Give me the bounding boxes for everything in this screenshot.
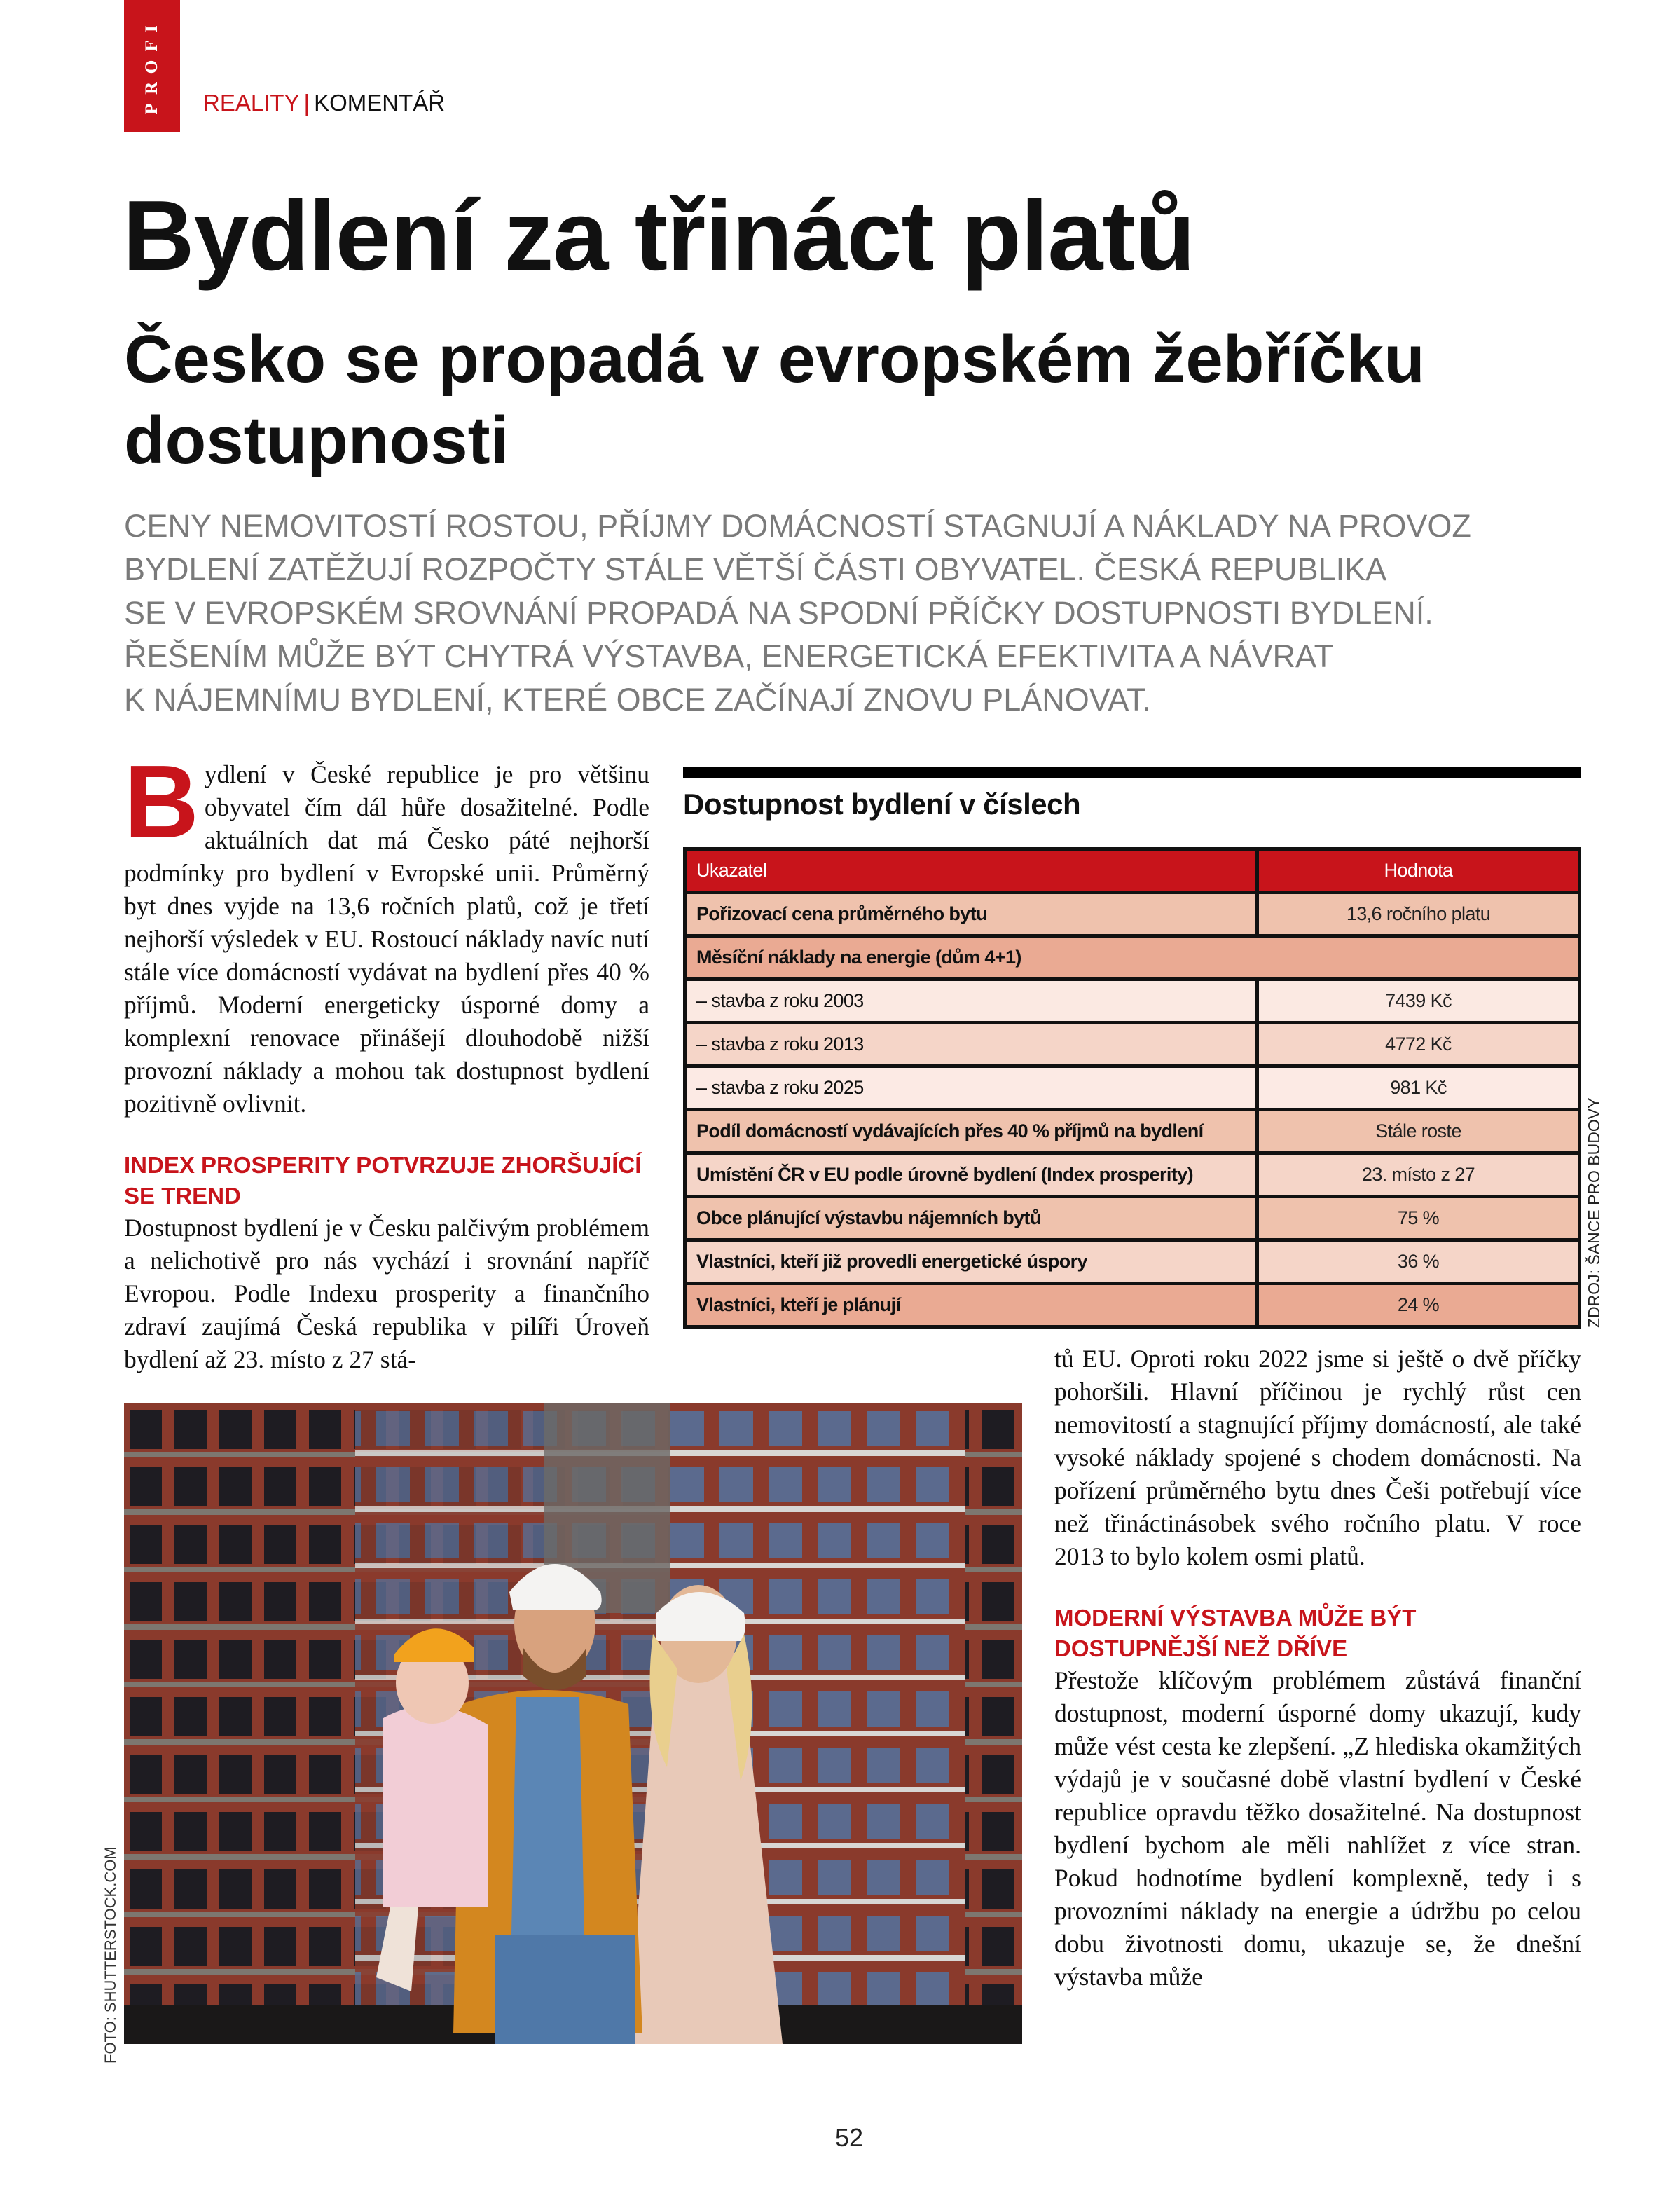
value-cell: 13,6 ročního platu [1258,893,1580,936]
article-photo [124,1403,1022,2044]
page-number: 52 [835,2123,864,2152]
lead-line: BYDLENÍ ZATĚŽUJÍ ROZPOČTY STÁLE VĚTŠÍ ČÁSTI OBYVATEL. ČESKÁ REPUBLIKA [124,551,1387,587]
indicator-cell: – stavba z roku 2013 [685,1023,1258,1066]
article-lead [124,505,1581,722]
table-row [685,1197,1580,1240]
left-column [124,744,649,1376]
infobox-top-rule [683,767,1581,778]
section-heading-modern: MODERNÍ VÝSTAVBA MŮŽE BÝT DOSTUPNĚJŠÍ NEŽ DŘÍVE [1054,1605,1417,1661]
lead-line: SE V EVROPSKÉM SROVNÁNÍ PROPADÁ NA SPODNÍ PŘÍČKY DOSTUPNOSTI BYDLENÍ. [124,595,1433,631]
indicator-cell: – stavba z roku 2025 [685,1066,1258,1110]
value-cell: 4772 Kč [1258,1023,1580,1066]
lead-line: ŘEŠENÍM MŮŽE BÝT CHYTRÁ VÝSTAVBA, ENERGETICKÁ EFEKTIVITA A NÁVRAT [124,638,1334,674]
value-cell: 23. místo z 27 [1258,1153,1580,1197]
table-row [685,1240,1580,1284]
table-row [685,936,1580,980]
section-tab-label: PROFI [143,17,161,115]
indicator-cell: – stavba z roku 2003 [685,980,1258,1023]
intro-text: ydlení v České republice je pro většinu obyvatel čím dál hůře dosažitelné. Podle aktuálních dat má Česko páté nejhorší podmínky pro bydlení v Evropské unii. Průměrný byt dnes vyjde na 13,6 ročních platů, což je třetí nejhorší výsledek v EU. Rostoucí náklady navíc nutí stále více domácností vydávat na bydlení přes 40 % příjmů. Moderní energeticky úsporné domy a komplexní renovace přinášejí dlouhodobě nižší provozní náklady a mohou tak dostupnost bydlení pozitivně ovlivnit. [124,760,649,1118]
value-cell: 24 % [1258,1284,1580,1327]
source-note: ZDROJ: ŠANCE PRO BUDOVY [1585,1097,1603,1328]
section1-text-part2: tů EU. Oproti roku 2022 jsme si ještě o dvě příčky pohoršili. Hlavní příčinou je rychlý růst cen nemovitostí a stagnující příjmy domácností, ale také vysoké náklady spojené s chodem domácnosti. Na pořízení průměrného bytu dnes Češi potřebují více než třináctinásobek svého ročního platu. V roce 2013 to bylo kolem osmi platů. [1054,1345,1581,1570]
right-column [1054,1343,1581,1993]
rubric-section: REALITY [203,90,300,116]
section-heading-index: INDEX PROSPERITY POTVRZUJE ZHORŠUJÍCÍ SE TREND [124,1152,642,1209]
value-cell: 981 Kč [1258,1066,1580,1110]
indicator-cell: Podíl domácností vydávajících přes 40 % příjmů na bydlení [685,1110,1258,1153]
lead-line: CENY NEMOVITOSTÍ ROSTOU, PŘÍJMY DOMÁCNOSTÍ STAGNUJÍ A NÁKLADY NA PROVOZ [124,508,1471,544]
rubric-separator: | [303,90,310,116]
value-cell: 75 % [1258,1197,1580,1240]
table-row [685,1023,1580,1066]
indicator-cell: Umístění ČR v EU podle úrovně bydlení (Index prosperity) [685,1153,1258,1197]
infobox-title: Dostupnost bydlení v číslech [683,788,1081,821]
indicator-cell: Pořizovací cena průměrného bytu [685,893,1258,936]
table-row [685,1153,1580,1197]
rubric [203,90,445,116]
table-body [685,893,1580,1327]
lead-line: K NÁJEMNÍMU BYDLENÍ, KTERÉ OBCE ZAČÍNAJÍ ZNOVU PLÁNOVAT. [124,682,1152,718]
value-cell: 7439 Kč [1258,980,1580,1023]
indicator-cell: Vlastníci, kteří je plánují [685,1284,1258,1327]
table-row [685,893,1580,936]
rubric-subsection: KOMENTÁŘ [314,90,446,116]
table-row [685,1110,1580,1153]
indicator-cell: Měsíční náklady na energie (dům 4+1) [685,936,1580,980]
article-title: Bydlení za třináct platů [123,180,1195,291]
article-subtitle: Česko se propadá v evropském žebříčku dostupnosti [124,322,1425,478]
column-header-value: Hodnota [1258,849,1580,893]
table-row [685,1284,1580,1327]
section1-text-part1: Dostupnost bydlení je v Česku palčivým problémem a nelichotivě pro nás vychází i srovnání napříč Evropou. Podle Indexu prosperity a finančního zdraví zaujímá Česká republika v pilíři Úroveň bydlení až 23. místo z 27 stá- [124,1214,649,1373]
value-cell: 36 % [1258,1240,1580,1284]
value-cell: Stále roste [1258,1110,1580,1153]
photo-credit: FOTO: SHUTTERSTOCK.COM [102,1846,119,2064]
stats-table [683,847,1581,1329]
table-row [685,980,1580,1023]
table-row [685,1066,1580,1110]
section-tab [124,0,180,132]
photo-family-construction [124,1403,1022,2044]
column-header-indicator: Ukazatel [685,849,1258,893]
table-header-row [685,849,1580,893]
intro-paragraph [124,744,649,1120]
indicator-cell: Vlastníci, kteří již provedli energetické úspory [685,1240,1258,1284]
section2-text: Přestože klíčovým problémem zůstává finanční dostupnost, moderní úsporné domy ukazují, kudy může vést cesta ke zlepšení. „Z hlediska okamžitých výdajů je v současné době vlastní bydlení v České republice opravdu těžko dosažitelné. Na dostupnost bydlení bychom ale měli nahlížet z více stran. Pokud hodnotíme bydlení komplexně, tedy i s provozními náklady na energie a údržbu po celou dobu životnosti domu, ukazuje se, že dnešní výstavba může [1054,1666,1581,1991]
indicator-cell: Obce plánující výstavbu nájemních bytů [685,1197,1258,1240]
drop-cap: B [124,744,199,860]
